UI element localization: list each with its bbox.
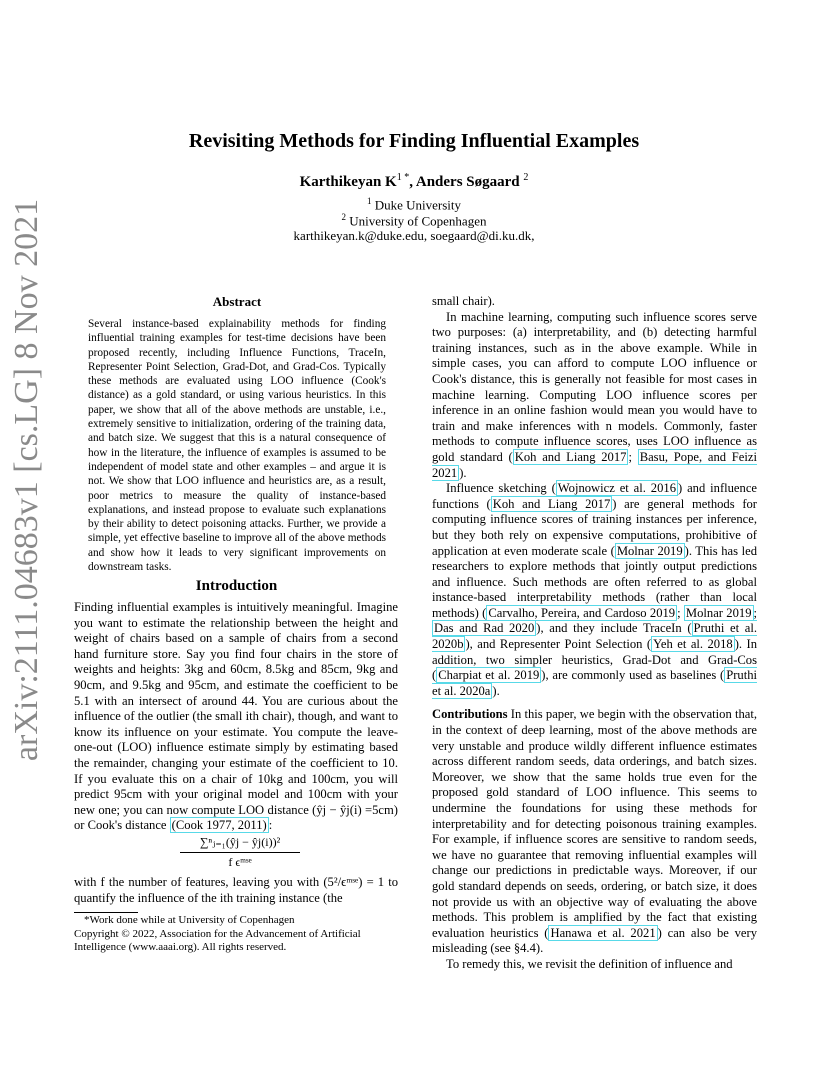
citation-yeh[interactable]: Yeh et al. 2018: [653, 637, 733, 652]
citation-basu[interactable]: Basu, Pope, and Feizi 2021: [432, 449, 757, 480]
citation-das-rad[interactable]: Das and Rad 2020: [434, 621, 535, 636]
footnote-text: *Work done while at University of Copenhagen: [84, 914, 295, 926]
right-p1: [432, 310, 757, 482]
right-p2-text-g: ), and they include TraceIn (: [536, 621, 692, 636]
paper-title: Revisiting Methods for Finding Influential Examples: [188, 130, 640, 152]
citation-hanawa[interactable]: Hanawa et al. 2021: [550, 925, 656, 940]
copyright-text: Copyright © 2022, Association for the Advancement of Artificial Intelligence (www.aaai.org). All rights reserved.: [74, 927, 361, 953]
right-p2-text-h: ), and Representer Point Selection (: [465, 637, 652, 652]
contributions-text-b: ) can also be very misleading (see §4.4).: [432, 925, 757, 956]
intro-p1-end: :: [268, 818, 273, 833]
right-p1-sep: ;: [628, 449, 638, 464]
contributions-text-a: In this paper, we begin with the observation that, in the context of deep learning, most of the above methods are very unstable and produce wildly different influence estimates across different random seeds, data orderings, and batch sizes. Moreover, we show that the same holds true even for the proposed gold standard of LOO influence. This seems to undermine the foundations for using these methods for interpretability and for detecting poisonous training examples. For example, if influence scores are sensitive to random seeds, we have no guarantee that removing influential examples will change our predictions in predictable ways. Moreover, if our gold standard depends on seeds, ordering, or batch size, it does not provide us with an objective way of evaluating the above methods. This problem is amplified by the fact that existing evaluation heuristics (: [432, 707, 757, 940]
right-p2-sep-2: ;: [753, 605, 757, 620]
right-p2-text-j: ), are commonly used as baselines (: [541, 668, 725, 683]
right-p2-text-b: ) and influence functions (: [432, 481, 757, 511]
aff1-text: Duke University: [374, 197, 462, 213]
right-p2-text-a: Influence sketching (: [446, 481, 556, 496]
affiliation-1: [0, 196, 828, 213]
cooks-distance-formula: [180, 835, 300, 870]
abstract-text: Several instance-based explainability methods for finding influential training examples for test-time decisions have been proposed recently, including Influence Functions, TraceIn, Representer Point Selection, Grad-Dot, and Grad-Cos. Typically these methods are evaluated using LOO influence (Cook's distance) as a gold standard, or using various heuristics. In this paper, we show that all of the above methods are unstable, i.e., extremely sensitive to initialization, ordering of the training data, and batch size. We suggest that this is a natural consequence of how in the literature, the influence of examples is assumed to be independent of model state and other examples – and argue it is not. We show that LOO influence and heuristics are, as a result, poor metrics to measure the quality of instance-based explanations, and instead propose to evaluate such explanations by their ability to detect poisoning attacks. Further, we provide a simple, yet effective baseline to improve all of the above methods and show how it leads to very significant improvements on downstream tasks.: [88, 318, 386, 574]
right-p0: small chair).: [432, 294, 495, 308]
right-p2-text-i: ). In addition, two simpler heuristics, Grad-Dot and Grad-Cos (: [432, 637, 757, 683]
citation-molnar-2[interactable]: Molnar 2019: [685, 605, 752, 620]
introduction-paragraph-2: with f the number of features, leaving you with (5²/ϵᵐˢᵉ) = 1 to quantify the influence of the ith training instance (the: [74, 875, 398, 905]
footnote-block: [74, 914, 398, 955]
citation-carvalho[interactable]: Carvalho, Pereira, and Cardoso 2019: [488, 605, 676, 620]
right-p2-text-d: ). This has led researchers to explore methods that jointly output predictions and influence. Such methods are often referred to as global instance-based interpretability methods (rather than local methods) (: [432, 543, 757, 620]
footnote-rule: [74, 912, 138, 913]
citation-koh-liang-1[interactable]: Koh and Liang 2017: [514, 449, 627, 464]
formula-numerator: ∑ⁿⱼ₌₁(ŷj − ŷj(i))²: [180, 835, 300, 853]
introduction-heading: Introduction: [195, 578, 278, 594]
right-p2-text-c: ) are general methods for computing influence scores of training instances per inference, but they both rely on expensive computations, prohibitive of application at even moderate scale (: [432, 496, 757, 558]
formula-denominator: f ϵᵐˢᵉ: [228, 855, 252, 869]
contributions-paragraph: [432, 707, 757, 957]
citation-cook[interactable]: (Cook 1977, 2011): [171, 818, 267, 833]
paragraph-gap: [432, 699, 757, 707]
right-p1-text-a: In machine learning, computing such influence scores serve two purposes: (a) interpretability, and (b) detecting harmful training instances, such as in the above example. While in simple cases, you can afford to compute LOO influence or Cook's distance, this is generally not feasible for most cases in machine learning. Computing LOO influence scores per inference in an online fashion would mean you would have to train and make inferences with n models. Commonly, faster methods to compute influence scores, uses LOO influence as gold standard (: [432, 309, 757, 464]
introduction-paragraph-1: [74, 600, 398, 834]
citation-pruthi-a[interactable]: Pruthi et al. 2020a: [432, 668, 758, 698]
right-p1-end: ).: [459, 465, 467, 480]
right-p4: To remedy this, we revisit the definition of influence and: [446, 956, 733, 971]
author-line: [0, 172, 828, 191]
contributions-heading: Contributions: [432, 707, 508, 722]
citation-koh-liang-2[interactable]: Koh and Liang 2017: [492, 496, 611, 511]
affiliation-2: [0, 212, 828, 229]
abstract-heading: Abstract: [212, 294, 262, 309]
aff2-sup: 2: [341, 212, 347, 222]
author-2-sup: 2: [523, 172, 529, 183]
citation-pruthi-b[interactable]: Pruthi et al. 2020b: [432, 621, 757, 652]
intro-p1-text: Finding influential examples is intuitively meaningful. Imagine you want to estimate the relationship between the height and weight of chairs based on a sample of chairs from a second hand furniture store. Say you find four chairs in the store of weights and heights: 3kg and 60cm, 8.5kg and 85cm, 9kg and 90cm, and 9.5kg and 95cm, and estimate the coefficient to be 5.1 with an intersect of around 44. You are curious about the influence of the outlier (the small ith chair), though, and want to know its influence on your estimate. You compute the leave-one-out (LOO) influence estimate simply by estimating based the remainder, changing your estimate of the coefficient to 10. If you evaluate this on a chair of 10kg and 100cm, you will predict 95cm with your original model and 100cm with your new one; you can now compute LOO distance (ŷj − ŷj(i) =5cm) or Cook's distance: [74, 600, 398, 833]
citation-wojnowicz[interactable]: Wojnowicz et al. 2016: [557, 481, 676, 496]
right-column: [432, 294, 757, 973]
citation-molnar-1[interactable]: Molnar 2019: [616, 543, 683, 558]
author-1: Karthikeyan K: [299, 174, 397, 190]
author-sep: , Anders Søgaard: [409, 174, 524, 190]
right-p2: [432, 481, 757, 699]
author-1-sup: 1 *: [396, 172, 410, 183]
citation-charpiat[interactable]: Charpiat et al. 2019: [438, 668, 540, 683]
aff2-text: University of Copenhagen: [349, 213, 487, 229]
aff1-sup: 1: [366, 196, 372, 206]
author-emails: karthikeyan.k@duke.edu, soegaard@di.ku.dk,: [293, 228, 535, 243]
right-p2-sep-1: ;: [677, 605, 684, 620]
arxiv-identifier: arXiv:2111.04683v1 [cs.LG] 8 Nov 2021: [8, 198, 45, 762]
right-p2-end: ).: [492, 683, 500, 698]
